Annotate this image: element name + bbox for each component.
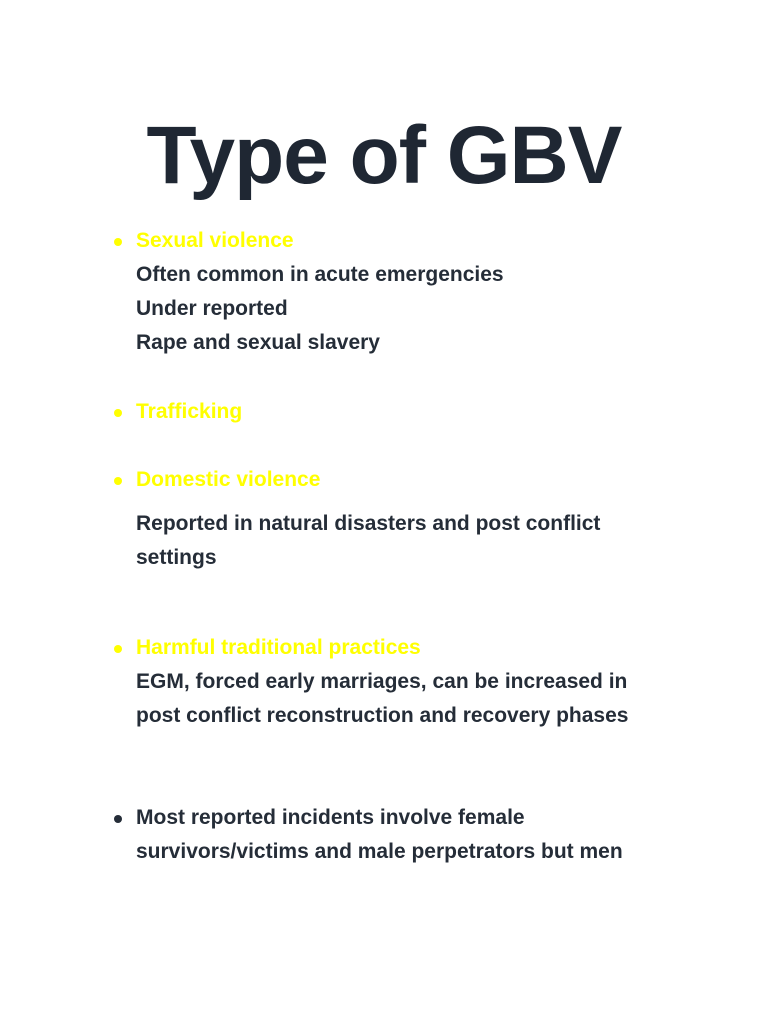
list-item-harmful-practices <box>136 631 696 733</box>
item-line: Under reported <box>136 297 288 320</box>
bullet-icon <box>114 815 122 823</box>
item-line: post conflict reconstruction and recovery phases <box>136 704 629 727</box>
item-line: survivors/victims and male perpetrators but men <box>136 840 623 863</box>
item-line: EGM, forced early marriages, can be increased in <box>136 670 628 693</box>
list-item-reported-incidents <box>136 801 696 869</box>
bullet-icon <box>114 409 122 417</box>
list-item-trafficking <box>136 395 696 429</box>
bullet-icon <box>114 477 122 485</box>
item-line: Often common in acute emergencies <box>136 263 504 286</box>
item-heading: Harmful traditional practices <box>136 636 421 659</box>
list-item-domestic-violence <box>136 463 696 575</box>
item-heading: Domestic violence <box>136 468 321 491</box>
bullet-icon <box>114 238 122 246</box>
list-item-sexual-violence <box>136 224 696 360</box>
item-heading: Trafficking <box>136 400 243 423</box>
item-line: settings <box>136 546 217 569</box>
bullet-icon <box>114 645 122 653</box>
item-heading: Sexual violence <box>136 229 294 252</box>
page-title: Type of GBV <box>146 110 622 201</box>
item-line: Rape and sexual slavery <box>136 331 380 354</box>
item-line: Reported in natural disasters and post conflict <box>136 512 601 535</box>
item-line: Most reported incidents involve female <box>136 806 525 829</box>
